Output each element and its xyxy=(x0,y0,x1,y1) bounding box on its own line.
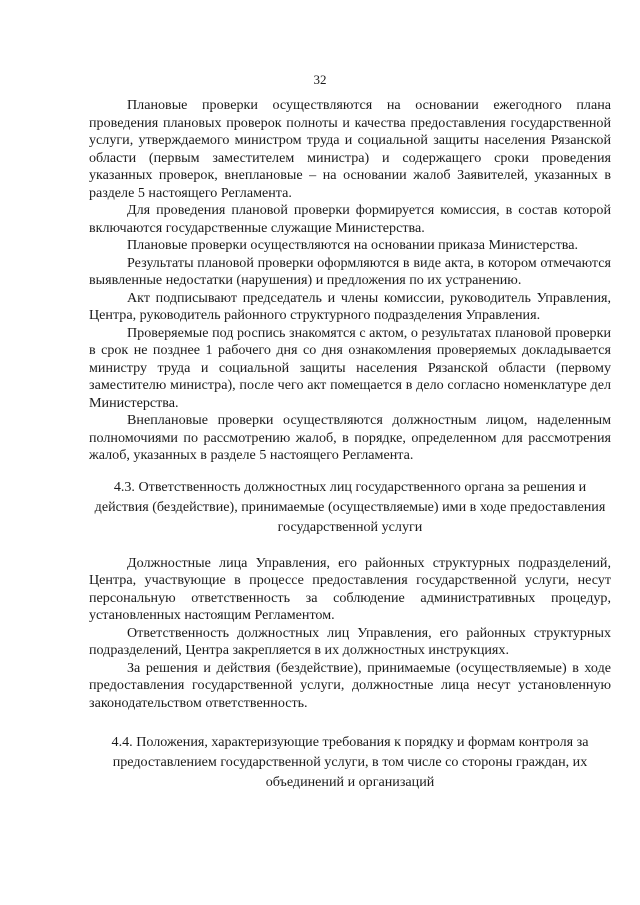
paragraph: Ответственность должностных лиц Управления, его районных структурных подразделений, Центра закрепляется в их должностных инструкциях. xyxy=(89,624,611,658)
paragraph: Должностные лица Управления, его районных структурных подразделений, Центра, участвующие в процессе предоставления государственной услуги, несут персональную ответственность за соблюдение административных процедур, установленных настоящим Регламентом. xyxy=(89,554,611,623)
document-body xyxy=(89,97,611,792)
section-heading-4-3: 4.3. Ответственность должностных лиц государственного органа за решения и действия (бездействие), принимаемые (осуществляемые) ими в ходе предоставления государственной услуги xyxy=(94,478,606,535)
paragraph: За решения и действия (бездействие), принимаемые (осуществляемые) в ходе предоставления государственной услуги, должностные лица несут установленную законодательством ответственность. xyxy=(89,659,611,711)
paragraph: Внеплановые проверки осуществляются должностным лицом, наделенным полномочиями по рассмотрению жалоб, в порядке, определенном для рассмотрения жалоб, указанных в разделе 5 настоящего Регламента. xyxy=(89,412,611,463)
paragraph: Результаты плановой проверки оформляются в виде акта, в котором отмечаются выявленные недостатки (нарушения) и предложения по их устранению. xyxy=(89,254,611,288)
paragraph: Плановые проверки осуществляются на основании приказа Министерства. xyxy=(127,237,579,253)
paragraph: Плановые проверки осуществляются на основании ежегодного плана проведения плановых проверок полноты и качества предоставления государственной услуги, утверждаемого министром труда и социальной защиты населения Рязанской области (первым заместителем министра) и содержащего сроки проведения указанных проверок, внеплановые – на основании жалоб Заявителей, указанных в разделе 5 настоящего Регламента. xyxy=(89,97,611,201)
paragraph: Акт подписывают председатель и члены комиссии, руководитель Управления, Центра, руководитель районного структурного подразделения Управления. xyxy=(89,289,611,323)
section-heading-4-4: 4.4. Положения, характеризующие требования к порядку и формам контроля за предоставлением государственной услуги, в том числе со стороны граждан, их объединений и организаций xyxy=(111,734,589,790)
page-number: 32 xyxy=(313,72,327,87)
paragraph: Для проведения плановой проверки формируется комиссия, в состав которой включаются государственные служащие Министерства. xyxy=(89,202,611,236)
paragraph: Проверяемые под роспись знакомятся с актом, о результатах плановой проверки в срок не позднее 1 рабочего дня со дня ознакомления проверяемых докладывается министру труда и социальной защиты населения Рязанской области (первому заместителю министра), после чего акт помещается в дело согласно номенклатуре дел Министерства. xyxy=(89,324,611,411)
